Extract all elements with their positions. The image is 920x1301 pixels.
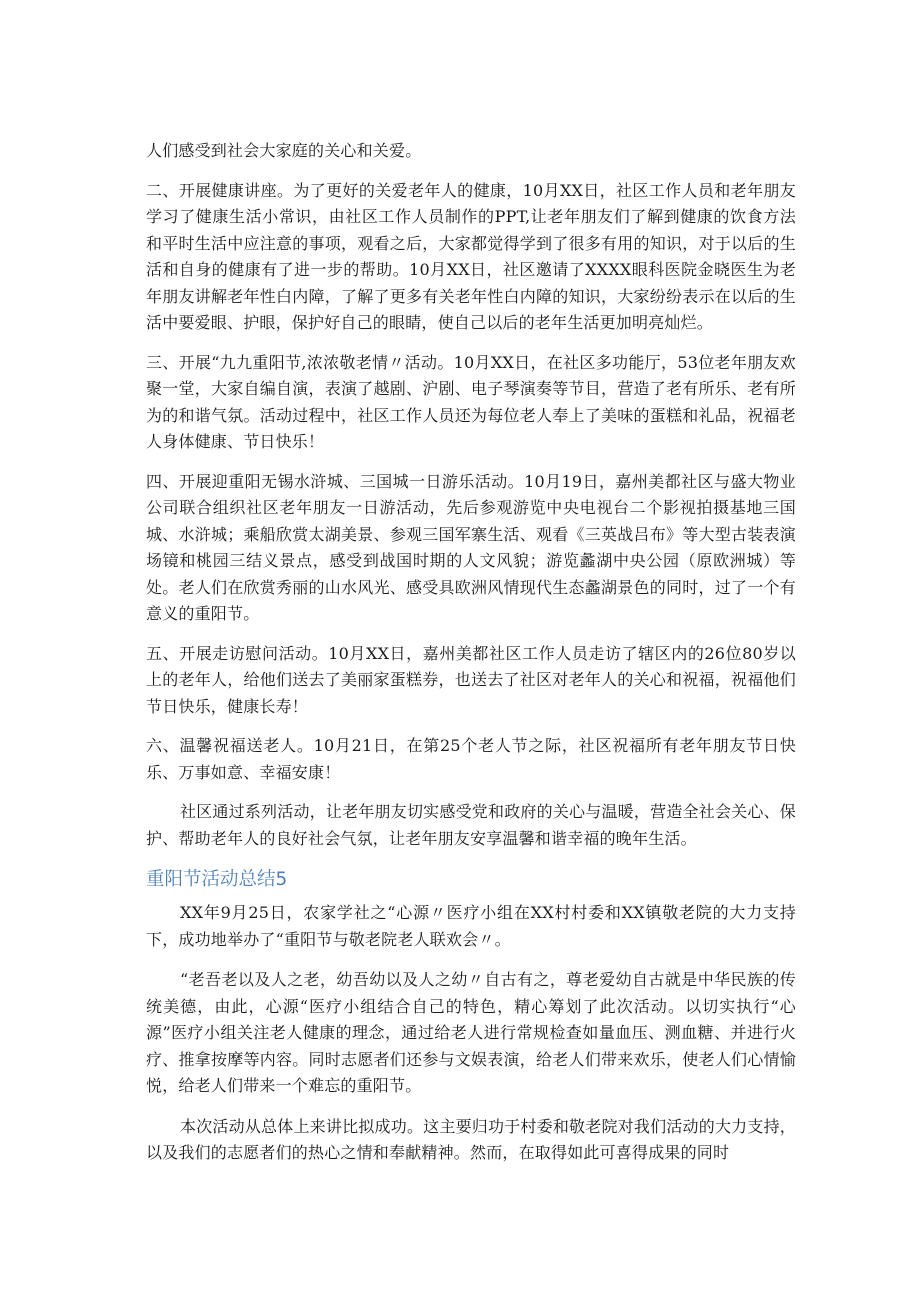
paragraph-day-trip: 四、开展迎重阳无锡水浒城、三国城一日游乐活动。10月19日，嘉州美都社区与盛大物业公司联合组织社区老年朋友一日游活动，先后参观游览中央电视台二个影视拍摄基地三国城、水浒城；乘船欣赏太湖美景、参观三国军寨生活、观看《三英战吕布》等大型古装表演场镜和桃园三结义景点，感受到战国时期的人文风貌；游览蠡湖中央公园（原欧洲城）等处。老人们在欣赏秀丽的山水风光、感受具欧洲风情现代生态蠡湖景色的同时，过了一个有意义的重阳节。 [146,471,796,623]
paragraph-continuation: 人们感受到社会大家庭的关心和关爱。 [146,141,422,160]
paragraph-health-lecture: 二、开展健康讲座。为了更好的关爱老年人的健康，10月XX日，社区工作人员和老年朋友学习了健康生活小常识，由社区工作人员制作的PPT,让老年朋友们了解到健康的饮食方法和平时生活中应注意的事项，观看之后，大家都觉得学到了很多有用的知识，对于以后的生活和自身的健康有了进一步的帮助。10月XX日，社区邀请了XXXX眼科医院金晓医生为老年朋友讲解老年性白内障，了解了更多有关老年性白内障的知识，大家纷纷表示在以后的生活中要爱眼、护眼，保护好自己的眼睛，使自己以后的老年生活更加明亮灿烂。 [146,180,796,332]
paragraph-visits: 五、开展走访慰问活动。10月XX日，嘉州美都社区工作人员走访了辖区内的26位80岁以上的老年人，给他们送去了美丽家蛋糕券，也送去了社区对老年人的关心和祝福，祝福他们节日快乐，健康长寿！ [146,643,796,716]
paragraph-blessings: 六、温馨祝福送老人。10月21日，在第25个老人节之际，社区祝福所有老年朋友节日快乐、万事如意、幸福安康！ [146,736,796,782]
paragraph-intro: XX年9月25日，农家学社之“心源〃医疗小组在XX村村委和XX镇敬老院的大力支持下，成功地举办了“重阳节与敬老院老人联欢会〃。 [146,903,796,949]
paragraph-summary: 社区通过系列活动，让老年朋友切实感受党和政府的关心与温暖，营造全社会关心、保护、帮助老年人的良好社会气氛，让老年朋友安享温馨和谐幸福的晚年生活。 [146,802,796,848]
document-page [146,138,796,1167]
section-heading: 重阳节活动总结5 [146,869,288,890]
paragraph-chongyang-event: 三、开展“九九重阳节,浓浓敬老情〃活动。10月XX日，在社区多功能厅，53位老年朋友欢聚一堂，大家自编自演，表演了越剧、沪剧、电子琴演奏等节目，营造了老有所乐、老有所为的和谐气氛。活动过程中，社区工作人员还为每位老人奉上了美味的蛋糕和礼品，祝福老人身体健康、节日快乐！ [146,352,796,451]
paragraph-tradition: “老吾老以及人之老，幼吾幼以及人之幼〃自古有之，尊老爱幼自古就是中华民族的传统美德，由此，心源“医疗小组结合自己的特色，精心筹划了此次活动。以切实执行“心源”医疗小组关注老人健康的理念，通过给老人进行常规检查如量血压、测血糖、并进行火疗、推拿按摩等内容。同时志愿者们还参与文娱表演，给老人们带来欢乐，使老人们心情愉悦，给老人们带来一个难忘的重阳节。 [146,970,796,1095]
paragraph-evaluation: 本次活动从总体上来讲比拟成功。这主要归功于村委和敬老院对我们活动的大力支持，以及我们的志愿者们的热心之情和奉献精神。然而，在取得如此可喜得成果的同时 [146,1116,796,1162]
